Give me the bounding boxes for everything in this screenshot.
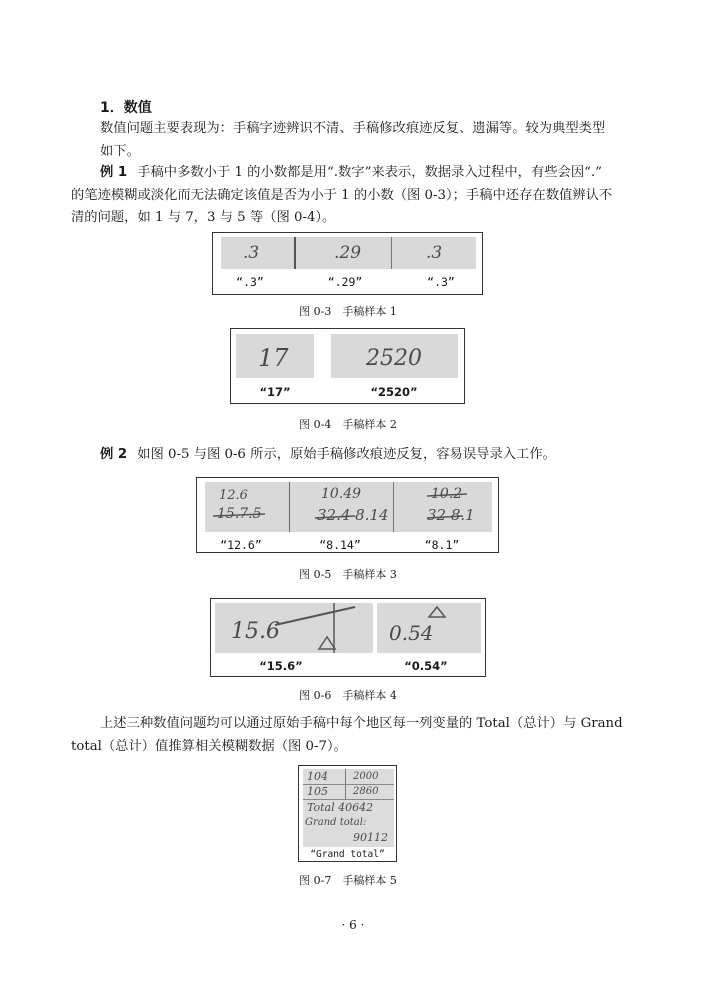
fig05-label-1: “12.6” bbox=[220, 538, 262, 552]
handwriting-total: Total 40642 bbox=[307, 801, 374, 814]
intro-line-1: 数值问题主要表现为：手稿字迹辨识不清、手稿修改痕迹反复、遗漏等。较为典型类型 bbox=[100, 121, 606, 136]
handwriting-row2-b: 2860 bbox=[353, 786, 379, 797]
example1-line-2: 的笔迹模糊或淡化而无法确定该值是否为小于 1 的小数（图 0-3）；手稿中还存在数值辨认不 bbox=[71, 187, 613, 203]
handwriting-2: 0.54 bbox=[389, 621, 434, 645]
intro-paragraph bbox=[100, 118, 628, 163]
page-number: · 6 · bbox=[341, 918, 365, 932]
manuscript-scan bbox=[215, 603, 373, 653]
example2-label: 例 2 bbox=[100, 447, 128, 462]
handwriting-1: .3 bbox=[243, 243, 260, 263]
summary-line-1: 上述三种数值问题均可以通过原始手稿中每个地区每一列变量的 Total（总计）与 Grand bbox=[100, 716, 623, 731]
fig05-caption: 图 0-5 手稿样本 3 bbox=[299, 568, 397, 581]
example2-paragraph bbox=[100, 444, 628, 467]
fig03-label-1: “.3” bbox=[236, 275, 264, 289]
fig06-label-2: “0.54” bbox=[404, 659, 448, 673]
manuscript-scan bbox=[377, 603, 481, 653]
example1-label: 例 1 bbox=[100, 165, 128, 180]
handwriting-2: 10.49 bbox=[321, 486, 362, 502]
manuscript-scan bbox=[236, 334, 314, 378]
intro-line-2: 如下。 bbox=[100, 143, 140, 159]
handwriting-2: 2520 bbox=[366, 346, 422, 371]
figure-0-7 bbox=[298, 765, 397, 862]
section-heading: 1．数值 bbox=[100, 100, 152, 116]
handwriting-row1-a: 104 bbox=[307, 770, 328, 783]
handwriting-row2-a: 105 bbox=[307, 785, 328, 798]
fig04-caption: 图 0-4 手稿样本 2 bbox=[299, 418, 397, 431]
example2-text: 如图 0-5 与图 0-6 所示，原始手稿修改痕迹反复，容易误导录入工作。 bbox=[137, 447, 556, 462]
summary-line-2: total（总计）值推算相关模糊数据（图 0-7）。 bbox=[71, 738, 347, 754]
handwriting-grand-value: 90112 bbox=[353, 831, 388, 844]
fig06-caption: 图 0-6 手稿样本 4 bbox=[299, 689, 397, 702]
handwriting-1: 17 bbox=[258, 344, 289, 372]
summary-paragraph bbox=[71, 713, 628, 758]
manuscript-scan: 12.6 15.7.5 10.49 32.4 8.14 10.2 32 8.1 bbox=[205, 482, 492, 532]
figure-0-5 bbox=[196, 477, 499, 553]
fig07-label: “Grand total” bbox=[310, 849, 385, 860]
handwriting-3: 10.2 bbox=[431, 486, 463, 502]
figure-0-3 bbox=[212, 232, 483, 295]
fig03-caption: 图 0-3 手稿样本 1 bbox=[299, 305, 397, 318]
fig05-label-3: “8.1” bbox=[424, 538, 460, 552]
fig05-label-2: “8.14” bbox=[319, 538, 361, 552]
handwriting-3: .3 bbox=[426, 243, 443, 263]
manuscript-scan bbox=[303, 769, 394, 847]
example1-line-3: 清的问题，如 1 与 7，3 与 5 等（图 0-4）。 bbox=[71, 210, 336, 225]
handwriting-1: 15.6 bbox=[231, 619, 280, 644]
fig04-label-1: “17” bbox=[259, 385, 291, 399]
figure-0-6 bbox=[210, 598, 486, 677]
example1-paragraph bbox=[71, 162, 628, 230]
fig03-label-2: “.29” bbox=[327, 275, 363, 289]
handwriting-row1-b: 2000 bbox=[353, 771, 379, 782]
handwriting-1: 12.6 bbox=[219, 488, 248, 503]
fig03-label-3: “.3” bbox=[427, 275, 455, 289]
handwriting-grand-total: Grand total: bbox=[305, 817, 367, 828]
figure-0-4 bbox=[230, 328, 465, 404]
handwriting-2: .29 bbox=[334, 243, 362, 263]
manuscript-scan bbox=[331, 334, 458, 378]
manuscript-scan bbox=[221, 237, 476, 269]
example1-line-1: 手稿中多数小于 1 的小数都是用“.数字”来表示，数据录入过程中，有些会因“.” bbox=[137, 165, 602, 180]
fig06-label-1: “15.6” bbox=[259, 659, 303, 673]
fig04-label-2: “2520” bbox=[370, 385, 418, 399]
fig07-caption: 图 0-7 手稿样本 5 bbox=[299, 874, 397, 887]
